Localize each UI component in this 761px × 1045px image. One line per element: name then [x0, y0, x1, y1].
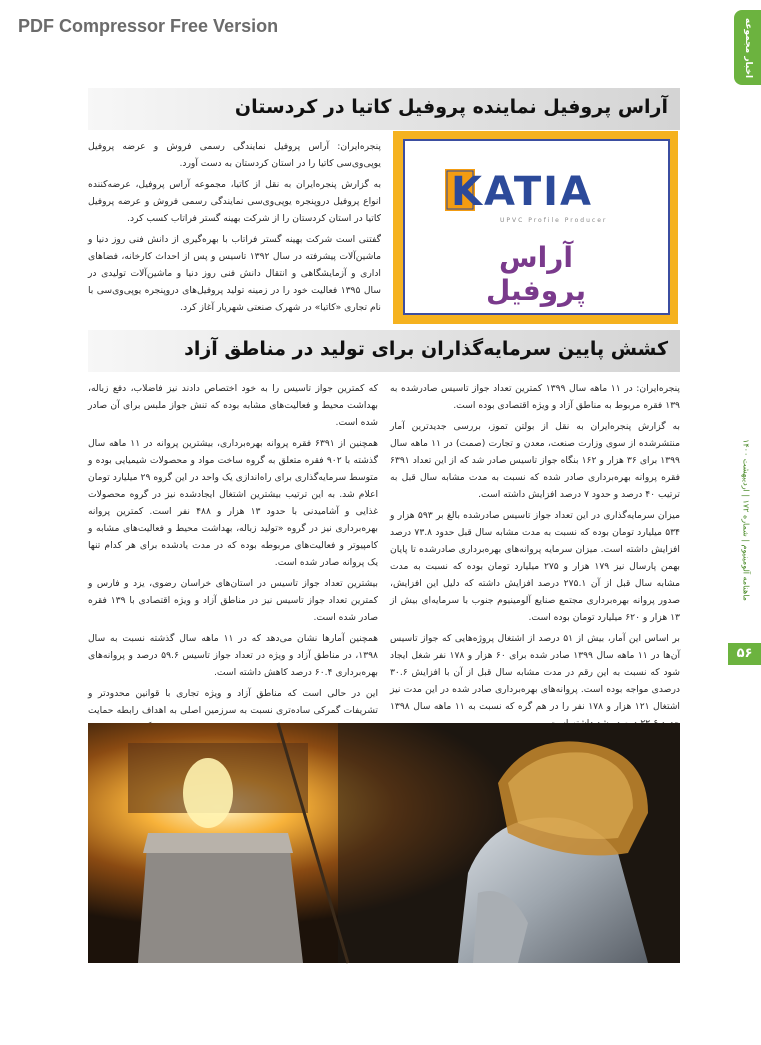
- article2-column-left: [88, 380, 378, 715]
- article2-paragraph: همچنین آمارها نشان می‌دهد که در ۱۱ ماهه سال گذشته نسبت به سال ۱۳۹۸، در مناطق آزاد و ویژه در تعداد جواز تاسیس ۵۹.۶ درصد و پروانه‌های بهره‌برداری ۶۰.۴ درصد کاهش داشته است.: [88, 633, 379, 678]
- article1-body: [88, 138, 381, 328]
- article1-paragraph: به گزارش پنجره‌ایران به نقل از کاتیا، مجموعه آراس پروفیل، عرضه‌کننده انواع پروفیل درو‌پنجره یوپی‌وی‌سی نمایندگی رسمی فروش و عرضه پروفیل کاتیا در استان کردستان را از شرکت بهینه گستر فراتاب کسب کرد.: [88, 179, 381, 224]
- article1-paragraph: پنجره‌ایران: آراس پروفیل نمایندگی رسمی فروش و عرضه پروفیل یوپی‌وی‌سی کاتیا را در استان کردستان به دست آورد.: [88, 141, 381, 169]
- article2-paragraph: همچنین از ۶۳۹۱ فقره پروانه بهره‌برداری، بیشترین پروانه در ۱۱ ماهه سال گذشته با ۹۰۲ فقره متعلق به گروه ساخت مواد و محصولات شیمیایی بوده و متوسط سرمایه‌گذاری برای راه‌اندازی یک واحد در این گروه ۲۹ میلیارد تومان اعلام شد. به این ترتیب بیشترین اشتغال ایجادشده نیز در گروه محصولات غذایی و آشامیدنی با حدود ۱۳ هزار و ۴۸۸ نفر است. کمترین پروانه بهره‌برداری نیز در گروه «تولید زباله، بهداشت محیط و فعالیت‌های مشابه و کامپیوتر و فعالیت‌های مربوطه بوده که در مدت یادشده برای هر کدام تنها یک پروانه صادر شده است.: [88, 438, 379, 568]
- magazine-info-label: ماهنامه آلومینیوم | شماره ۱۷۲ | اردیبهشت ۱۴۰۰: [741, 439, 751, 601]
- article1-headline-bar: [88, 88, 680, 130]
- article2-paragraph: بیشترین تعداد جواز تاسیس در استان‌های خراسان رضوی، یزد و فارس و کمترین تعداد جواز تاسیس نیز در مناطق آزاد و ویژه اقتصادی با ۱۳۹ فقره صادر شده است.: [88, 578, 378, 623]
- foundry-scene-illustration: [88, 723, 680, 963]
- katia-tagline: UPVC Profile Producer: [500, 217, 608, 224]
- article2-paragraph: میزان سرمایه‌گذاری در این تعداد جواز تاسیس صادرشده بالغ بر ۵۹۳ هزار و ۵۳۴ میلیارد تومان بوده که نسبت به مدت مشابه سال قبل حدود ۷۳.۸ درصد افزایش داشته است. میزان سرمایه پروانه‌های بهره‌برداری صادرشده تا پایان بهمن پارسال نیز ۱۷۹ هزار و ۲۷۵ میلیارد تومان بوده که نسبت به مدت مشابه سال قبل از آن ۲۷۵.۱ درصد افزایش داشته که دلیل این افزایش، صدور پروانه بهره‌برداری مجتمع صنایع آلومینیوم جنوب با سرمایه‌ای بیش از ۱۳ هزار و ۶۲۰ میلیارد تومان بوده است.: [390, 510, 680, 623]
- article2-paragraph: پنجره‌ایران: در ۱۱ ماهه سال ۱۳۹۹ کمترین تعداد جواز تاسیس صادرشده به ۱۳۹ فقره مربوط به مناطق آزاد و ویژه اقتصادی بوده است.: [390, 383, 680, 411]
- article2-paragraph: که کمترین جواز تاسیس را به خود اختصاص دادند نیز فاضلاب، دفع زباله، بهداشت محیط و فعالیت‌های مشابه بوده که تنش جواز ملبس برای آن صادر شده است.: [88, 383, 378, 428]
- article2-paragraph: بر اساس این آمار، بیش از ۵۱ درصد از اشتغال پروژه‌هایی که جواز تاسیس آن‌ها در ۱۱ ماهه سال ۱۳۹۹ صادر شده برای ۶۰ هزار و ۱۷۸ نفر شغل ایجاد شود که نسبت به این رقم در مدت مشابه سال قبل از آن با افزایش ۳۰.۶ درصدی مواجه بوده است. پروانه‌های بهره‌برداری صادر شده در این مدت نیز اشتغال ۱۲۱ هزار و ۱۷۸ نفر را در هم گره که نسبت به ۱۱ ماهه سال ۱۳۹۸: [390, 633, 680, 712]
- article1-headline: آراس پروفیل نماینده پروفیل کاتیا در کردستان: [234, 96, 668, 118]
- foundry-worker-photo: [88, 723, 680, 963]
- article2-headline: کشش پایین سرمایه‌گذاران برای تولید در مناطق آزاد: [184, 338, 668, 360]
- katia-logo-frame: [403, 139, 670, 315]
- katia-logo-image: [393, 131, 678, 324]
- article2-paragraph: به گزارش پنجره‌ایران به نقل از بولتن تموز، بررسی جدیدترین آمار منتشرشده از سوی وزارت صنعت، معدن و تجارت (صمت) در ۱۱ ماهه سال ۱۳۹۹ برای ۳۶ هزار و ۱۶۲ بنگاه جواز تاسیس صادر شد که از این تعداد ۶۳۹۱ فقره پروانه بهره‌برداری صادر شده که نسبت به مدت مشابه سال قبل به ترتیب ۴۰ درصد و حدود ۷ درصد افزایش داشته است.: [390, 421, 680, 500]
- katia-wordmark: [445, 169, 625, 215]
- katia-brand-text: KATIA: [451, 169, 593, 215]
- section-tab-label: اخبار مجموعه: [742, 17, 753, 78]
- article2-column-right: [390, 380, 680, 715]
- article2-paragraph: این در حالی است که مناطق آزاد و ویژه تجاری با قوانین محدودتر و تشریفات گمرکی ساده‌تری نسبت به سرزمین اصلی به اهداف رابطه حمایت: [88, 688, 378, 716]
- article1-paragraph: گفتنی است شرکت بهینه گستر فراتاب با بهره‌گیری از دانش فنی روز دنیا و ماشین‌آلات پیشرفته در سال ۱۳۹۲ تاسیس و پس از احداث کارخانه، فضاهای اداری و آزمایشگاهی و انتقال دانش فنی روز دنیا و ماشین‌آلات تولیدی در سال ۱۳۹۵ فعالیت خود را در زمینه تولید پروفیل‌های درو‌پنجره یوپی‌وی‌سی با نام تجاری «کاتیا» در شهرک صنعتی شهریار آغاز کرد.: [88, 234, 382, 313]
- aras-profile-name: آراس پروفیل: [485, 241, 587, 307]
- page-number: ۵۶: [728, 643, 761, 665]
- watermark-text: PDF Compressor Free Version: [18, 16, 279, 36]
- magazine-info-strip: [739, 400, 753, 640]
- article2-headline-bar: [88, 330, 680, 372]
- section-tab: [734, 10, 761, 85]
